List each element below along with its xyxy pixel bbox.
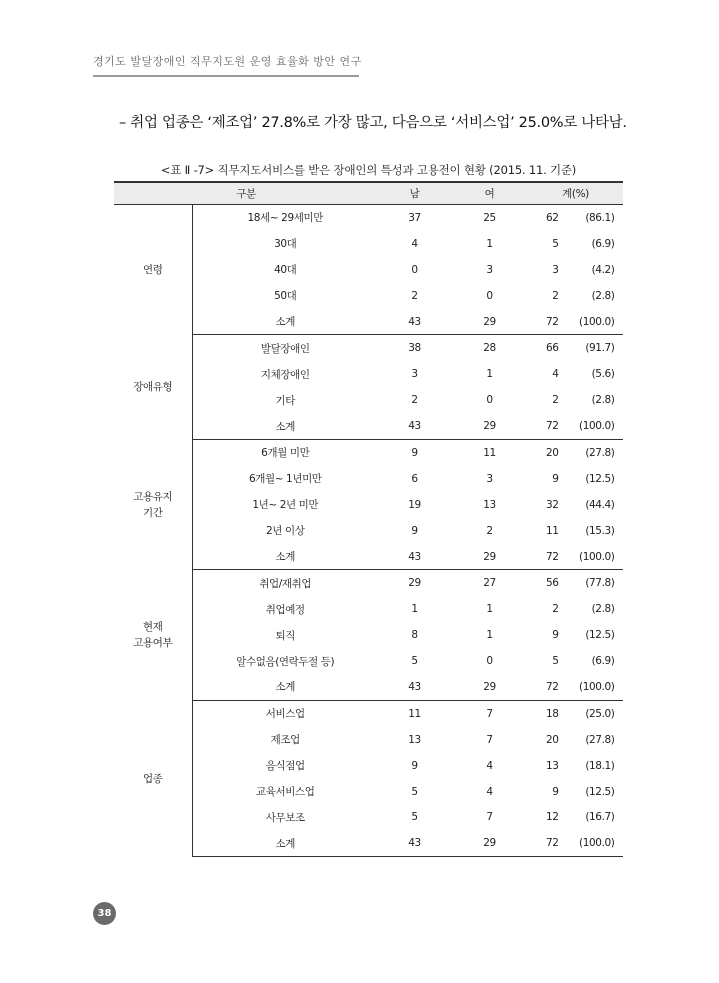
- cell-total: [528, 257, 623, 283]
- cell-female: 1: [486, 629, 493, 642]
- total-count: 9: [552, 629, 559, 642]
- cell-total: [528, 830, 623, 856]
- row-subcategory: 30대: [274, 238, 297, 251]
- cell-female: 27: [483, 577, 496, 590]
- cell-female: 13: [483, 498, 496, 511]
- total-count: 13: [545, 759, 559, 772]
- cell-female: 29: [451, 674, 528, 700]
- total-percent: (100.0): [579, 420, 615, 433]
- cell-female: 1: [486, 603, 493, 616]
- group-label: [114, 700, 192, 856]
- total-count: 20: [545, 733, 559, 746]
- total-count: 72: [545, 420, 559, 433]
- total-count: 72: [545, 680, 559, 693]
- cell-total: [528, 335, 623, 361]
- total-count: 9: [552, 472, 559, 485]
- cell-female: 7: [486, 707, 493, 720]
- total-count: 72: [545, 837, 559, 850]
- row-subcategory: 제조업: [270, 734, 300, 747]
- group-label: [114, 205, 192, 335]
- cell-male: 1: [411, 603, 418, 616]
- total-percent: (18.1): [585, 759, 615, 772]
- table-header-row: [114, 182, 623, 205]
- cell-male: 43: [378, 413, 451, 439]
- total-count: 4: [552, 368, 559, 381]
- total-percent: (12.5): [585, 629, 615, 642]
- total-percent: (12.5): [585, 785, 615, 798]
- row-subcategory: 18세~ 29세미만: [247, 212, 323, 225]
- group-label: [114, 335, 192, 440]
- cell-total: [528, 544, 623, 570]
- cell-total: [528, 283, 623, 309]
- cell-female: 7: [486, 811, 493, 824]
- table-row: [114, 700, 623, 726]
- row-subcategory: 퇴직: [275, 629, 295, 642]
- cell-female: 0: [486, 655, 493, 668]
- total-percent: (12.5): [585, 472, 615, 485]
- cell-male: 29: [408, 577, 421, 590]
- cell-total: [528, 648, 623, 674]
- cell-male: 2: [411, 394, 418, 407]
- row-subcategory: 1년~ 2년 미만: [252, 499, 319, 512]
- cell-male: 9: [411, 759, 418, 772]
- row-subcategory: 사무보조: [265, 811, 305, 824]
- cell-total: [528, 674, 623, 700]
- total-count: 72: [545, 550, 559, 563]
- total-count: 5: [552, 237, 559, 250]
- cell-total: [528, 387, 623, 413]
- cell-male: 6: [411, 472, 418, 485]
- cell-male: 37: [408, 211, 421, 224]
- cell-male: 11: [408, 707, 421, 720]
- cell-male: 8: [411, 629, 418, 642]
- cell-female: 0: [486, 394, 493, 407]
- cell-total: [528, 518, 623, 544]
- row-subcategory: 소계: [192, 674, 378, 700]
- total-percent: (4.2): [591, 263, 615, 276]
- stats-table: [114, 181, 623, 857]
- cell-male: 9: [411, 524, 418, 537]
- cell-male: 9: [411, 446, 418, 459]
- table-row: [114, 570, 623, 596]
- total-percent: (27.8): [585, 446, 615, 459]
- group-label-line: 현재: [143, 621, 163, 634]
- cell-total: [528, 727, 623, 753]
- cell-male: 2: [411, 289, 418, 302]
- group-label: [114, 570, 192, 700]
- cell-total: [528, 440, 623, 466]
- cell-female: 29: [451, 544, 528, 570]
- cell-total: [528, 413, 623, 439]
- cell-male: 3: [411, 368, 418, 381]
- row-subcategory: 2년 이상: [266, 525, 305, 538]
- cell-male: 0: [411, 263, 418, 276]
- total-percent: (100.0): [579, 837, 615, 850]
- row-subcategory: 6개월~ 1년미만: [248, 473, 322, 486]
- cell-total: [528, 492, 623, 518]
- total-count: 18: [545, 707, 559, 720]
- total-percent: (86.1): [585, 211, 615, 224]
- cell-male: 19: [408, 498, 421, 511]
- total-percent: (2.8): [591, 394, 615, 407]
- cell-total: [528, 596, 623, 622]
- cell-male: 43: [378, 674, 451, 700]
- row-subcategory: 알수없음(연락두절 등): [236, 655, 335, 668]
- total-count: 11: [545, 524, 559, 537]
- row-subcategory: 취업/재취업: [259, 577, 312, 590]
- row-subcategory: 교육서비스업: [256, 786, 315, 799]
- page-number-badge: 38: [93, 902, 116, 925]
- cell-male: 4: [411, 237, 418, 250]
- cell-female: 1: [486, 237, 493, 250]
- cell-total: [528, 466, 623, 492]
- cell-total: [528, 753, 623, 779]
- cell-total: [528, 231, 623, 257]
- cell-total: [528, 804, 623, 830]
- total-count: 62: [545, 211, 559, 224]
- total-percent: (100.0): [579, 680, 615, 693]
- cell-total: [528, 309, 623, 335]
- total-percent: (15.3): [585, 524, 615, 537]
- group-label-line: 연령: [143, 263, 163, 276]
- total-count: 2: [552, 394, 559, 407]
- group-label-line: 업종: [143, 772, 163, 785]
- total-percent: (2.8): [591, 603, 615, 616]
- total-percent: (6.9): [591, 655, 615, 668]
- row-subcategory: 6개월 미만: [261, 447, 310, 460]
- cell-total: [528, 205, 623, 231]
- row-subcategory: 서비스업: [265, 708, 305, 721]
- cell-female: 29: [451, 830, 528, 856]
- cell-male: 5: [411, 655, 418, 668]
- total-count: 9: [552, 785, 559, 798]
- cell-male: 43: [378, 309, 451, 335]
- cell-total: [528, 700, 623, 726]
- group-label-line: 기간: [143, 506, 163, 519]
- total-count: 3: [552, 263, 559, 276]
- total-count: 5: [552, 655, 559, 668]
- total-count: 32: [545, 498, 559, 511]
- total-percent: (16.7): [585, 811, 615, 824]
- cell-total: [528, 570, 623, 596]
- group-label-line: 고용여부: [133, 637, 173, 650]
- cell-female: 29: [451, 413, 528, 439]
- cell-total: [528, 361, 623, 387]
- cell-male: 43: [378, 544, 451, 570]
- header-rule: [93, 75, 359, 77]
- total-percent: (100.0): [579, 550, 615, 563]
- header-category: 구분: [114, 182, 378, 205]
- header-female: 여: [451, 182, 528, 205]
- cell-female: 25: [483, 211, 496, 224]
- table-row: [114, 205, 623, 231]
- total-count: 2: [552, 289, 559, 302]
- row-subcategory: 음식점업: [265, 760, 305, 773]
- total-percent: (25.0): [585, 707, 615, 720]
- total-percent: (2.8): [591, 289, 615, 302]
- cell-male: 13: [408, 733, 421, 746]
- table-row: [114, 335, 623, 361]
- cell-female: 3: [486, 263, 493, 276]
- row-subcategory: 지체장애인: [260, 368, 310, 381]
- cell-female: 29: [451, 309, 528, 335]
- row-subcategory: 기타: [275, 394, 295, 407]
- running-header: 경기도 발달장애인 직무지도원 운영 효율화 방안 연구: [93, 55, 362, 68]
- cell-female: 4: [486, 759, 493, 772]
- header-total: 계(%): [528, 182, 623, 205]
- cell-female: 2: [486, 524, 493, 537]
- row-subcategory: 취업예정: [265, 603, 305, 616]
- cell-female: 1: [486, 368, 493, 381]
- cell-female: 3: [486, 472, 493, 485]
- body-text: – 취업 업종은 ‘제조업’ 27.8%로 가장 많고, 다음으로 ‘서비스업’ 25.0%로 나타남.: [119, 115, 627, 131]
- total-percent: (5.6): [591, 368, 615, 381]
- group-label: [114, 440, 192, 570]
- cell-male: 38: [408, 342, 421, 355]
- total-count: 56: [545, 577, 559, 590]
- total-count: 2: [552, 603, 559, 616]
- row-subcategory: 발달장애인: [260, 342, 310, 355]
- total-percent: (6.9): [591, 237, 615, 250]
- row-subcategory: 소계: [192, 544, 378, 570]
- row-subcategory: 50대: [274, 290, 297, 303]
- total-count: 12: [545, 811, 559, 824]
- table-body: [114, 205, 623, 857]
- cell-female: 11: [483, 446, 496, 459]
- cell-female: 0: [486, 289, 493, 302]
- row-subcategory: 40대: [274, 264, 297, 277]
- cell-male: 5: [411, 811, 418, 824]
- total-count: 66: [545, 342, 559, 355]
- total-percent: (77.8): [585, 577, 615, 590]
- table-caption: <표 Ⅱ -7> 직무지도서비스를 받은 장애인의 특성과 고용전이 현황 (2015. 11. 기준): [160, 163, 577, 177]
- total-percent: (44.4): [585, 498, 615, 511]
- table-row: [114, 440, 623, 466]
- cell-male: 5: [411, 785, 418, 798]
- group-label-line: 장애유형: [133, 381, 173, 394]
- group-label-line: 고용유지: [133, 490, 173, 503]
- total-count: 20: [545, 446, 559, 459]
- cell-female: 28: [483, 342, 496, 355]
- row-subcategory: 소계: [192, 413, 378, 439]
- total-percent: (27.8): [585, 733, 615, 746]
- total-percent: (100.0): [579, 315, 615, 328]
- cell-total: [528, 779, 623, 805]
- header-male: 남: [378, 182, 451, 205]
- cell-male: 43: [378, 830, 451, 856]
- cell-female: 7: [486, 733, 493, 746]
- cell-female: 4: [486, 785, 493, 798]
- cell-total: [528, 622, 623, 648]
- total-count: 72: [545, 315, 559, 328]
- total-percent: (91.7): [585, 342, 615, 355]
- row-subcategory: 소계: [192, 309, 378, 335]
- row-subcategory: 소계: [192, 830, 378, 856]
